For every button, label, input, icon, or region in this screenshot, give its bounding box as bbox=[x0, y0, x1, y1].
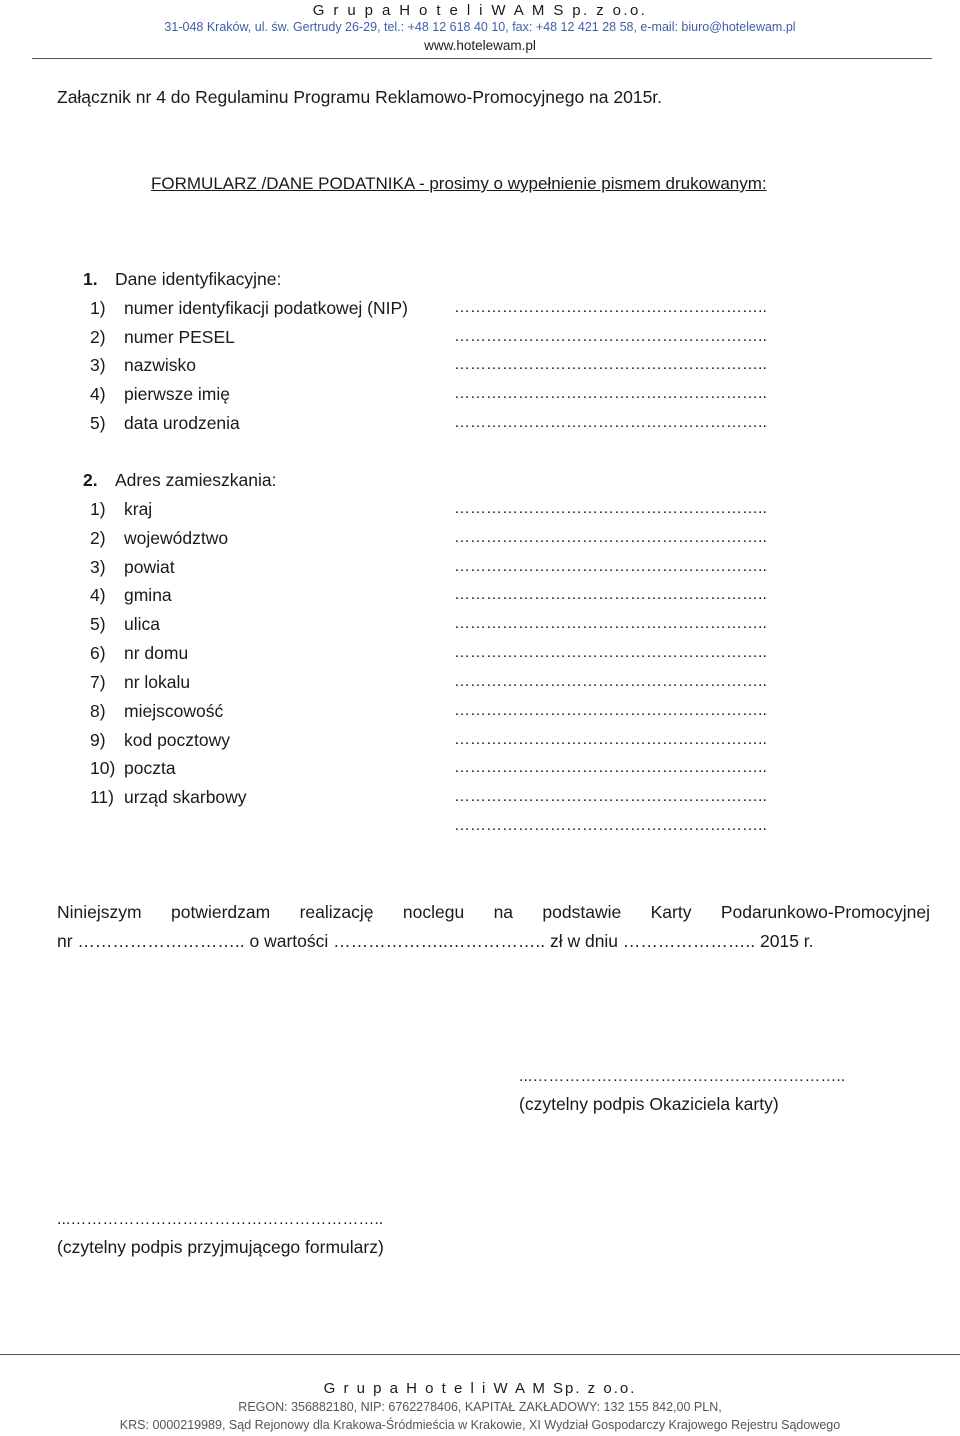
header-address: 31-048 Kraków, ul. św. Gertrudy 26-29, tel.: +48 12 618 40 10, fax: +48 12 421 28 58, e-mail: biuro@hotelewam.pl bbox=[164, 20, 796, 34]
s2-item-3-field[interactable]: ………………………………………………….. bbox=[454, 558, 767, 575]
header-divider bbox=[32, 58, 932, 59]
confirmation-word: podstawie bbox=[542, 902, 622, 922]
footer-divider bbox=[0, 1354, 960, 1355]
confirmation-word: realizację bbox=[299, 902, 374, 922]
s2-item-3-number: 3) bbox=[90, 557, 106, 577]
s2-item-5-number: 5) bbox=[90, 614, 106, 634]
confirmation-word: na bbox=[493, 902, 514, 922]
s1-item-3-field[interactable]: ………………………………………………….. bbox=[454, 356, 767, 373]
s2-item-10-number: 10) bbox=[90, 758, 116, 778]
s1-item-2-number: 2) bbox=[90, 327, 106, 347]
header-company-name: G r u p a H o t e l i W A M S p. z o.o. bbox=[312, 2, 648, 19]
form-title: FORMULARZ /DANE PODATNIKA - prosimy o wypełnienie pismem drukowanym: bbox=[151, 174, 767, 193]
s2-item-2-label: województwo bbox=[124, 528, 229, 548]
s2-item-9-field[interactable]: ………………………………………………….. bbox=[454, 731, 767, 748]
s1-item-1-number: 1) bbox=[90, 298, 106, 318]
section-2-number: 2. bbox=[83, 470, 98, 490]
s2-item-10-field[interactable]: ………………………………………………….. bbox=[454, 759, 767, 776]
s1-item-4-label: pierwsze imię bbox=[124, 384, 230, 404]
holder-signature-label: (czytelny podpis Okaziciela karty) bbox=[519, 1094, 779, 1114]
s1-item-5-number: 5) bbox=[90, 413, 106, 433]
s2-item-11-label: urząd skarbowy bbox=[124, 787, 247, 807]
section-1-heading bbox=[83, 269, 281, 290]
s2-item-10-label: poczta bbox=[124, 758, 176, 778]
footer-company-name: G r u p a H o t e l i W A M Sp. z o.o. bbox=[323, 1380, 637, 1397]
s2-item-8-number: 8) bbox=[90, 701, 106, 721]
s2-item-7-number: 7) bbox=[90, 672, 106, 692]
s2-item-7-label: nr lokalu bbox=[124, 672, 191, 692]
s2-item-4-field[interactable]: ………………………………………………….. bbox=[454, 586, 767, 603]
confirmation-line-1 bbox=[57, 898, 930, 927]
confirmation-word: Niniejszym bbox=[57, 902, 142, 922]
s1-item-1-label: numer identyfikacji podatkowej (NIP) bbox=[124, 298, 409, 318]
s1-item-1-field[interactable]: ………………………………………………….. bbox=[454, 299, 767, 316]
s2-extra-field[interactable]: ………………………………………………….. bbox=[454, 817, 767, 834]
section-1-title: Dane identyfikacyjne: bbox=[115, 269, 282, 289]
s1-item-2-field[interactable]: ………………………………………………….. bbox=[454, 328, 767, 345]
s2-item-8-field[interactable]: ………………………………………………….. bbox=[454, 702, 767, 719]
footer-regon: REGON: 356882180, NIP: 6762278406, KAPITAŁ ZAKŁADOWY: 132 155 842,00 PLN, bbox=[238, 1400, 722, 1414]
section-2-title: Adres zamieszkania: bbox=[115, 470, 277, 490]
s2-item-3-label: powiat bbox=[124, 557, 175, 577]
s2-item-5-label: ulica bbox=[124, 614, 160, 634]
s2-item-9-label: kod pocztowy bbox=[124, 730, 231, 750]
s2-item-11-field[interactable]: ………………………………………………….. bbox=[454, 788, 767, 805]
s2-item-2-number: 2) bbox=[90, 528, 106, 548]
s2-item-5-field[interactable]: ………………………………………………….. bbox=[454, 615, 767, 632]
s1-item-3-label: nazwisko bbox=[124, 355, 196, 375]
s2-item-8-label: miejscowość bbox=[124, 701, 224, 721]
header-website: www.hotelewam.pl bbox=[424, 38, 536, 53]
s1-item-3-number: 3) bbox=[90, 355, 106, 375]
holder-signature-field[interactable]: ...………………………………………………….. bbox=[519, 1068, 846, 1085]
confirmation-word: noclegu bbox=[402, 902, 465, 922]
s2-item-9-number: 9) bbox=[90, 730, 106, 750]
confirmation-word: Karty bbox=[650, 902, 692, 922]
confirmation-line-2[interactable]: nr ……………………….. o wartości ………………..…………….. zł w dniu ………………….. 2015 r. bbox=[57, 931, 814, 951]
s2-item-6-field[interactable]: ………………………………………………….. bbox=[454, 644, 767, 661]
s2-item-1-label: kraj bbox=[124, 499, 153, 519]
s1-item-2-label: numer PESEL bbox=[124, 327, 235, 347]
s2-item-6-label: nr domu bbox=[124, 643, 189, 663]
annex-note: Załącznik nr 4 do Regulaminu Programu Reklamowo-Promocyjnego na 2015r. bbox=[57, 87, 663, 107]
s2-item-2-field[interactable]: ………………………………………………….. bbox=[454, 529, 767, 546]
footer-krs: KRS: 0000219989, Sąd Rejonowy dla Krakowa-Śródmieścia w Krakowie, XI Wydział Gospodarczy Krajowego Rejestru Sądowego bbox=[119, 1418, 841, 1432]
s2-item-4-label: gmina bbox=[124, 585, 172, 605]
s1-item-5-label: data urodzenia bbox=[124, 413, 240, 433]
receiver-signature-label: (czytelny podpis przyjmującego formularz) bbox=[57, 1237, 384, 1257]
receiver-signature-field[interactable]: ...………………………………………………….. bbox=[57, 1211, 384, 1228]
s1-item-4-number: 4) bbox=[90, 384, 106, 404]
confirmation-paragraph bbox=[57, 898, 930, 956]
confirmation-word: potwierdzam bbox=[170, 902, 271, 922]
s2-item-11-number: 11) bbox=[90, 787, 114, 807]
s2-item-1-field[interactable]: ………………………………………………….. bbox=[454, 500, 767, 517]
s1-item-4-field[interactable]: ………………………………………………….. bbox=[454, 385, 767, 402]
s2-item-7-field[interactable]: ………………………………………………….. bbox=[454, 673, 767, 690]
s2-item-6-number: 6) bbox=[90, 643, 106, 663]
confirmation-word: Podarunkowo-Promocyjnej bbox=[720, 902, 930, 922]
s2-item-1-number: 1) bbox=[90, 499, 106, 519]
section-2-heading bbox=[83, 470, 276, 491]
section-1-number: 1. bbox=[83, 269, 98, 289]
s1-item-5-field[interactable]: ………………………………………………….. bbox=[454, 414, 767, 431]
s2-item-4-number: 4) bbox=[90, 585, 106, 605]
